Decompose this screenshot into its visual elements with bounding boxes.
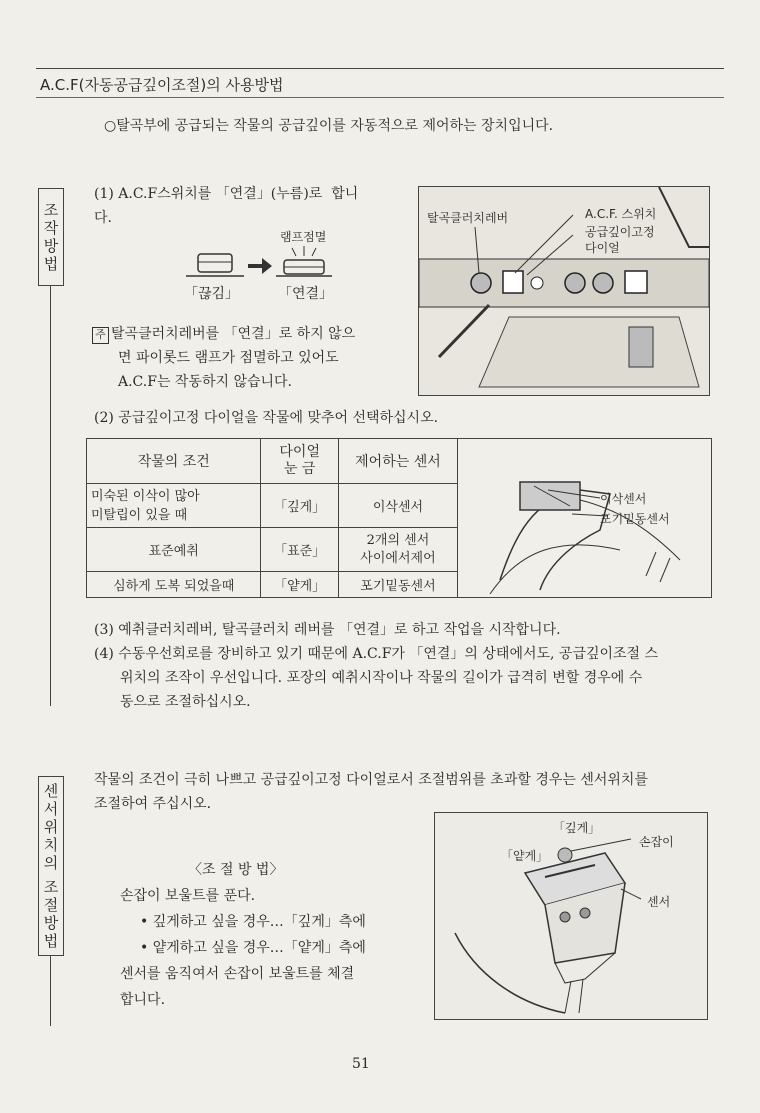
- cell-dial: 「깊게」: [261, 484, 338, 528]
- method-line4: 센서를 움직여서 손잡이 보울트를 체결: [120, 966, 355, 982]
- step3-text: (3) 예취클러치레버, 탈곡클러치 레버를 「연결」로 하고 작업을 시작합니다.: [94, 622, 561, 638]
- sensor-illustration: [460, 440, 708, 594]
- note-text: 탈곡클러치레버를 「연결」로 하지 않으: [111, 326, 356, 342]
- sidebar-char: 의: [43, 854, 59, 872]
- table-header-row: [87, 439, 458, 484]
- header-condition: 작물의 조건: [87, 439, 261, 484]
- switch-illustration: [180, 244, 350, 284]
- cell-condition: 표준예취: [87, 528, 261, 572]
- depth-dial-label-1: 공급깊이고정: [585, 225, 655, 239]
- sensor-label: 센서: [647, 895, 671, 909]
- depth-dial-label-2: 다이얼: [585, 241, 620, 255]
- sidebar-sensor-adjustment: [38, 776, 64, 956]
- header-sensor: 제어하는 센서: [338, 439, 457, 484]
- note-line1: [92, 322, 355, 346]
- switch-off-label: 「끊김」: [184, 286, 240, 302]
- sidebar-char: 법: [43, 255, 59, 273]
- method-title: 〈조 절 방 법〉: [188, 862, 284, 878]
- acf-switch-label: A.C.F. 스위치: [585, 207, 657, 221]
- method-line2: • 깊게하고 싶을 경우…「깊게」측에: [140, 914, 366, 930]
- page-number: 51: [352, 1056, 370, 1072]
- sidebar-char: 위: [43, 818, 59, 836]
- step4-line1: (4) 수동우선회로를 장비하고 있기 때문에 A.C.F가 「연결」의 상태에서도, 공급깊이조절 스: [94, 646, 659, 662]
- table-row: [87, 484, 458, 528]
- method-line1: 손잡이 보울트를 푼다.: [120, 888, 256, 904]
- cell-sensor: 포기밑동센서: [338, 572, 457, 598]
- sidebar-char: 조: [43, 878, 59, 896]
- switch-on-label: 「연결」: [278, 286, 334, 302]
- intro-text: ○탈곡부에 공급되는 작물의 공급깊이를 자동적으로 제어하는 장치입니다.: [104, 118, 554, 134]
- stalk-sensor-label: 포기밑동센서: [600, 512, 670, 526]
- sidebar-line: [50, 286, 51, 706]
- sidebar-char: 센: [43, 782, 59, 800]
- title-rule: [36, 97, 724, 98]
- step4-line2: 위치의 조작이 우선입니다. 포장의 예취시작이나 작물의 길이가 급격히 변할 경우에 수: [120, 670, 643, 686]
- header-dial: 다이얼 눈 금: [261, 439, 338, 484]
- sensor-para-line1: 작물의 조건이 극히 나쁘고 공급깊이고정 다이얼로서 조절범위를 초과할 경우는 센서위치를: [94, 772, 648, 788]
- crop-condition-table: [86, 438, 458, 598]
- cell-condition: 미숙된 이삭이 많아 미탈립이 있을 때: [87, 484, 261, 528]
- sensor-para-line2: 조절하여 주십시오.: [94, 796, 212, 812]
- cell-dial: 「표준」: [261, 528, 338, 572]
- cell-sensor: 이삭센서: [338, 484, 457, 528]
- sidebar-char: 방: [43, 237, 59, 255]
- step1-line2: 다.: [94, 210, 112, 226]
- note-line3: A.C.F는 작동하지 않습니다.: [118, 374, 293, 390]
- table-row: [87, 528, 458, 572]
- deep-label: 「깊게」: [553, 821, 601, 835]
- sidebar-line: [50, 956, 51, 1026]
- sidebar-char: 조: [43, 201, 59, 219]
- sidebar-char: 작: [43, 219, 59, 237]
- ear-sensor-label: 이삭센서: [600, 492, 647, 506]
- sidebar-char: 방: [43, 914, 59, 932]
- cell-sensor: 2개의 센서 사이에서제어: [338, 528, 457, 572]
- sidebar-char: 법: [43, 932, 59, 950]
- note-mark: 주: [92, 327, 109, 344]
- method-line3: • 얕게하고 싶을 경우…「얕게」측에: [140, 940, 366, 956]
- note-line2: 면 파이롯드 램프가 점멸하고 있어도: [118, 350, 339, 366]
- cell-dial: 「얕게」: [261, 572, 338, 598]
- cell-condition: 심하게 도복 되었을때: [87, 572, 261, 598]
- handle-label: 손잡이: [639, 835, 674, 849]
- shallow-label: 「얕게」: [501, 849, 549, 863]
- method-line5: 합니다.: [120, 992, 166, 1008]
- threshing-lever-label: 탈곡클러치레버: [427, 211, 509, 225]
- step2-text: (2) 공급깊이고정 다이얼을 작물에 맞추어 선택하십시오.: [94, 410, 439, 426]
- sidebar-char: 치: [43, 836, 59, 854]
- lamp-blink-label: 램프점멸: [280, 230, 327, 244]
- figure-control-panel: [418, 186, 710, 396]
- sidebar-operation-method: [38, 188, 64, 286]
- top-rule: [36, 68, 724, 69]
- step1-line1: (1) A.C.F스위치를 「연결」(누름)로 합니: [94, 186, 359, 202]
- table-row: [87, 572, 458, 598]
- figure-sensor-adjustment: [434, 812, 708, 1020]
- step4-line3: 동으로 조절하십시오.: [120, 694, 251, 710]
- section-title: A.C.F(자동공급깊이조절)의 사용방법: [40, 76, 284, 94]
- sidebar-char: 서: [43, 800, 59, 818]
- sidebar-char: 절: [43, 896, 59, 914]
